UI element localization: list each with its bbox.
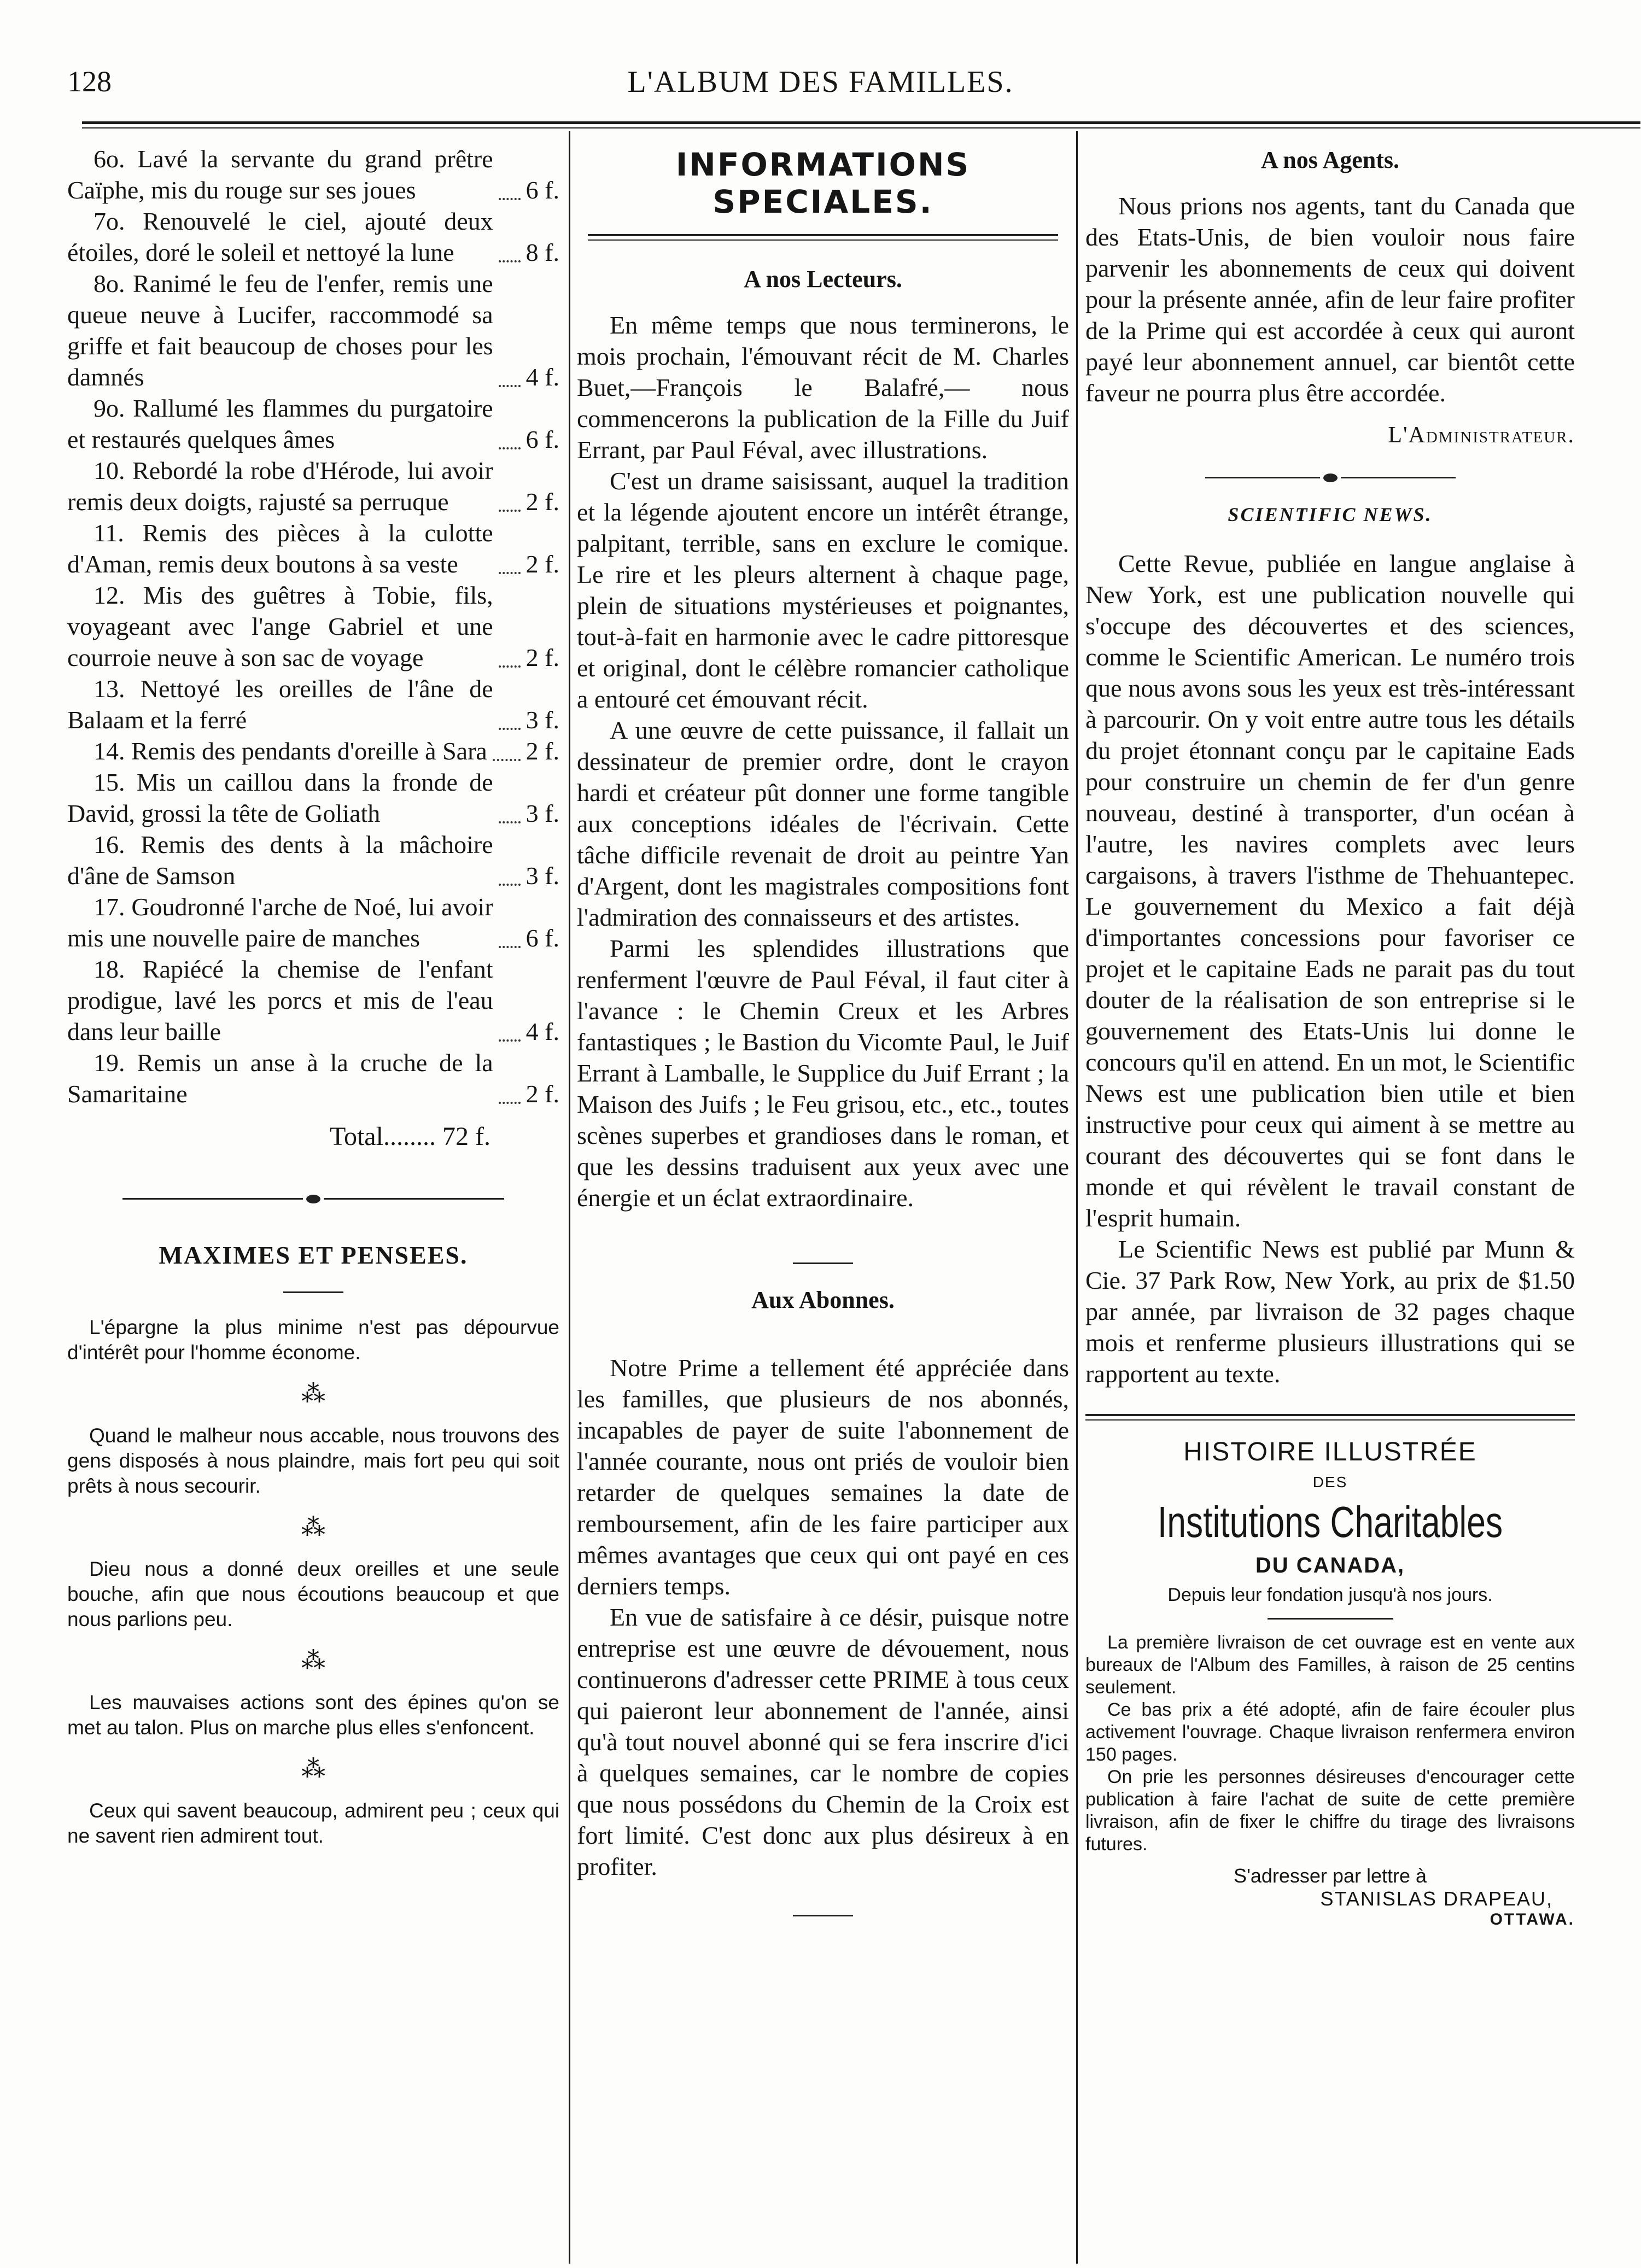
- maximes-title: MAXIMES ET PENSEES.: [159, 1241, 468, 1269]
- bill-entry-amount: 6 f.: [525, 176, 559, 204]
- total-line: Total........ 72 f.: [330, 1122, 490, 1151]
- institutions-charitables-heading: Institutions Charitables: [1157, 1498, 1503, 1546]
- bill-entry-amount: 4 f.: [525, 1018, 559, 1045]
- asterism: ⁂: [301, 1514, 325, 1541]
- address-city: OTTAWA.: [1490, 1910, 1575, 1928]
- bill-entry-amount: 3 f.: [525, 862, 559, 890]
- column-right: [1085, 143, 1575, 1929]
- bill-entry-amount: 3 f.: [525, 799, 559, 827]
- asterism: ⁂: [301, 1647, 325, 1674]
- page-number: 128: [67, 65, 112, 98]
- bill-entry: [67, 1047, 559, 1109]
- abonnes-paragraph: En vue de satisfaire à ce désir, puisque notre entreprise est une œuvre de dévouement, nous continuerons d'adresser cette PRIME à tous ceux qui paieront leur abonnement de l'année, ainsi qu'à tout nouvel abonné qui se fera inscrire d'ici à quelques semaines, car le nombre de copies que nous possédons du Chemin de la Croix est fort limité. C'est donc aux plus désireux à en profiter.: [577, 1603, 1069, 1880]
- bill-entry-text: 16. Remis des dents à la mâchoire d'âne de Samson: [67, 831, 493, 890]
- address-name: STANISLAS DRAPEAU,: [1320, 1887, 1553, 1910]
- leader-dots: [499, 946, 521, 948]
- agents-title: A nos Agents.: [1260, 147, 1400, 173]
- ornament-divider: [67, 1186, 559, 1208]
- header-rule: [82, 121, 1640, 124]
- ornament-divider: [1085, 465, 1575, 487]
- bill-entry: [67, 455, 559, 517]
- leader-dots: [499, 665, 521, 668]
- bill-entry-text: 19. Remis un anse à la cruche de la Samaritaine: [67, 1049, 493, 1108]
- double-rule: [588, 234, 1058, 241]
- header-rule-thin: [82, 127, 1640, 128]
- leader-dots: [499, 260, 521, 262]
- scientific-news-paragraph: Le Scientific News est publié par Munn & Cie. 37 Park Row, New York, au prix de $1.50 par année, par livraison de 32 pages chaque mois et renferme plusieurs illustrations qui se rapportent au texte.: [1085, 1235, 1575, 1388]
- histoire-heading: HISTOIRE ILLUSTRÉE: [1183, 1437, 1477, 1466]
- short-rule: [283, 1291, 343, 1293]
- histoire-subtitle: Depuis leur fondation jusqu'à nos jours.: [1167, 1585, 1493, 1605]
- maxims-list: [67, 1315, 559, 1849]
- bill-entry-amount: 8 f.: [525, 238, 559, 266]
- leader-dots: [499, 884, 521, 886]
- bill-entry-text: 7o. Renouvelé le ciel, ajouté deux étoiles, doré le soleil et nettoyé la lune: [67, 207, 493, 266]
- bill-entry-amount: 2 f.: [525, 488, 559, 516]
- bill-entry-amount: 4 f.: [525, 363, 559, 391]
- bill-entry: [67, 891, 559, 954]
- leader-dots: [499, 1102, 521, 1104]
- double-rule: [1085, 1414, 1575, 1421]
- bill-entry-text: 12. Mis des guêtres à Tobie, fils, voyageant avec l'ange Gabriel et une courroie neuve à son sac de voyage: [67, 581, 493, 671]
- histoire-paragraph: La première livraison de cet ouvrage est en vente aux bureaux de l'Album des Familles, à raison de 25 centins seulement.: [1085, 1632, 1575, 1698]
- total-label: Total: [330, 1122, 383, 1151]
- maxim: Quand le malheur nous accable, nous trouvons des gens disposés à nous plaindre, mais fort peu qui soit prêts à nous secourir.: [67, 1424, 559, 1497]
- bill-entry-text: 18. Rapiécé la chemise de l'enfant prodigue, lavé les porcs et mis de l'eau dans leur baille: [67, 955, 493, 1045]
- bill-entry-text: 11. Remis des pièces à la culotte d'Aman, remis deux boutons à sa veste: [67, 519, 493, 578]
- bill-entry: [67, 735, 559, 767]
- abonnes-title: Aux Abonnes.: [751, 1287, 895, 1313]
- informations-title: INFORMATIONS SPECIALES.: [675, 146, 971, 220]
- column-separator-right: [1076, 131, 1078, 2264]
- leader-dots: [499, 572, 521, 574]
- bill-entry: [67, 268, 559, 393]
- leader-dots: [499, 198, 521, 200]
- histoire-paragraph: On prie les personnes désireuses d'encourager cette publication à faire l'achat de suite de cette première livraison, afin de fixer le chiffre du tirage des livraisons futures.: [1085, 1767, 1575, 1855]
- leader-dots: [499, 1039, 521, 1042]
- bill-entry-amount: 6 f.: [525, 425, 559, 453]
- administrateur-signature: L'Administrateur.: [1388, 423, 1575, 448]
- leader-dots: [499, 385, 521, 387]
- bill-entry-amount: 2 f.: [525, 644, 559, 671]
- bill-entry: [67, 517, 559, 580]
- short-rule: [1268, 1618, 1393, 1620]
- maxim: Dieu nous a donné deux oreilles et une seule bouche, afin que nous écoutions beaucoup et que nous parlions peu.: [67, 1558, 559, 1630]
- bill-entry-amount: 2 f.: [525, 1080, 559, 1108]
- histoire-des: DES: [1312, 1474, 1348, 1490]
- maxim: Les mauvaises actions sont des épines qu'on se met au talon. Plus on marche plus elles s'enfoncent.: [67, 1691, 559, 1739]
- total-amount: 72 f.: [442, 1122, 490, 1151]
- bill-entry-text: 15. Mis un caillou dans la fronde de David, grossi la tête de Goliath: [67, 768, 493, 827]
- lecteurs-title: A nos Lecteurs.: [744, 266, 902, 293]
- bill-entry-amount: 2 f.: [525, 737, 559, 765]
- lecteurs-paragraph: En même temps que nous terminerons, le mois prochain, l'émouvant récit de M. Charles Buet,—François le Balafré,— nous commencerons la publication de la Fille du Juif Errant, par Paul Féval, avec illustrations.: [577, 311, 1069, 464]
- leader-dots: [499, 510, 521, 512]
- leader-dots: [493, 759, 521, 761]
- leader-dots: [499, 447, 521, 449]
- column-middle: [577, 143, 1069, 1938]
- bill-entry-text: 6o. Lavé la servante du grand prêtre Caïphe, mis du rouge sur ses joues: [67, 145, 493, 204]
- maxim: Ceux qui savent beaucoup, admirent peu ; ceux qui ne savent rien admirent tout.: [67, 1799, 559, 1847]
- bill-entry: [67, 767, 559, 829]
- bill-entry: [67, 954, 559, 1047]
- du-canada-heading: DU CANADA,: [1255, 1553, 1405, 1577]
- bill-entry-text: 9o. Rallumé les flammes du purgatoire et restaurés quelques âmes: [67, 394, 493, 453]
- short-rule: [793, 1262, 853, 1264]
- bill-entry: [67, 206, 559, 268]
- bill-entry: [67, 393, 559, 455]
- asterism: ⁂: [301, 1756, 325, 1782]
- bill-entry: [67, 829, 559, 891]
- bill-entry-amount: 3 f.: [525, 706, 559, 734]
- bill-entry-amount: 2 f.: [525, 550, 559, 578]
- running-title: L'ALBUM DES FAMILLES.: [627, 65, 1014, 99]
- column-separator-left: [569, 131, 570, 2264]
- maxim: L'épargne la plus minime n'est pas dépourvue d'intérêt pour l'homme économe.: [67, 1316, 559, 1364]
- lecteurs-paragraph: Parmi les splendides illustrations que renferment l'œuvre de Paul Féval, il faut citer à l'avance : le Chemin Creux et les Arbres fantastiques ; le Bastion du Vicomte Paul, le Juif Errant à Lamballe, le Supplice du Juif Errant ; la Maison des Juifs ; le Feu grisou, etc., etc., toutes scènes superbes et grandioses dans le roman, et que les dessins traduisent aux yeux avec une énergie et un éclat extraordinaire.: [577, 934, 1069, 1212]
- bill-entry: [67, 673, 559, 735]
- histoire-paragraph: Ce bas prix a été adopté, afin de faire écouler plus activement l'ouvrage. Chaque livraison renfermera environ 150 pages.: [1085, 1699, 1575, 1765]
- bill-entry: [67, 143, 559, 206]
- column-left: [67, 143, 559, 1849]
- bill-entry-text: 17. Goudronné l'arche de Noé, lui avoir mis une nouvelle paire de manches: [67, 893, 493, 952]
- bill-entry-text: 14. Remis des pendants d'oreille à Sara: [94, 737, 487, 765]
- lecteurs-paragraph: A une œuvre de cette puissance, il fallait un dessinateur de premier ordre, dont le crayon hardi et créateur pût donner une forme tangible aux conceptions idéales de l'écrivain. Cette tâche difficile revenait de droit au peintre Yan d'Argent, dont les magistrales compositions font l'admiration des connaisseurs et des artistes.: [577, 716, 1069, 931]
- abonnes-paragraph: Notre Prime a tellement été appréciée dans les familles, que plusieurs de nos abonnés, incapables de payer de suite l'abonnement de l'année courante, nous ont priés de vouloir bien retarder de quelques semaines la date de remboursement, afin de les faire participer aux mêmes avantages que ceux qui ont payé en ces derniers temps.: [577, 1354, 1069, 1600]
- leader-dots: [499, 728, 521, 730]
- scientific-news-title: SCIENTIFIC NEWS.: [1228, 504, 1433, 525]
- bill-entry-text: 10. Rebordé la robe d'Hérode, lui avoir remis deux doigts, rajusté sa perruque: [67, 457, 493, 516]
- asterism: ⁂: [301, 1381, 325, 1407]
- bill-entry-amount: 6 f.: [525, 924, 559, 952]
- bill-entry: [67, 580, 559, 673]
- bill-entry-text: 8o. Ranimé le feu de l'enfer, remis une queue neuve à Lucifer, raccommodé sa griffe et fait beaucoup de choses pour les damnés: [67, 270, 493, 391]
- agents-paragraph: Nous prions nos agents, tant du Canada que des Etats-Unis, de bien vouloir nous faire parvenir les abonnements de ceux qui doivent pour la présente année, afin de leur faire profiter de la Prime qui est accordée à ceux qui auront payé leur abonnement annuel, car bientôt cette faveur ne pourra plus être accordée.: [1085, 192, 1575, 407]
- lecteurs-paragraph: C'est un drame saisissant, auquel la tradition et la légende ajoutent encore un intérêt étrange, palpitant, terrible, sans en exclure le comique. Le rire et les pleurs alternent à chaque page, plein de situations mystérieuses et poignantes, tout-à-fait en harmonie avec le cadre pittoresque et original, dont le célèbre romancier catholique a entouré cet émouvant récit.: [577, 467, 1069, 713]
- address-line: S'adresser par lettre à: [1233, 1864, 1427, 1887]
- bill-entries: [67, 143, 559, 1109]
- bill-entry-text: 13. Nettoyé les oreilles de l'âne de Balaam et la ferré: [67, 675, 493, 734]
- leader-dots: [499, 821, 521, 823]
- short-rule: [793, 1915, 853, 1916]
- scientific-news-paragraph: Cette Revue, publiée en langue anglaise à New York, est une publication nouvelle qui s'occupe des découvertes et des sciences, comme le Scientific American. Le numéro trois que nous avons sous les yeux est très-intéressant à parcourir. On y voit entre autre tous les détails du projet étonnant conçu par le capitaine Eads pour construire un chemin de fer d'un genre nouveau, destiné à transporter, d'un océan à l'autre, les navires complets avec leurs cargaisons, à travers l'isthme de Thehuantepec. Le gouvernement du Mexico a fait déjà d'importantes concessions pour favoriser ce projet et le capitaine Eads ne parait pas du tout douter de la réalisation de son entreprise si le gouvernement des Etats-Unis lui donne le concours qu'il en attend. En un mot, le Scientific News est une publication bien utile et bien instructive pour ceux qui aiment à se mettre au courant des découvertes qui se font dans le monde et qui révèlent le travail constant de l'esprit humain.: [1085, 550, 1575, 1232]
